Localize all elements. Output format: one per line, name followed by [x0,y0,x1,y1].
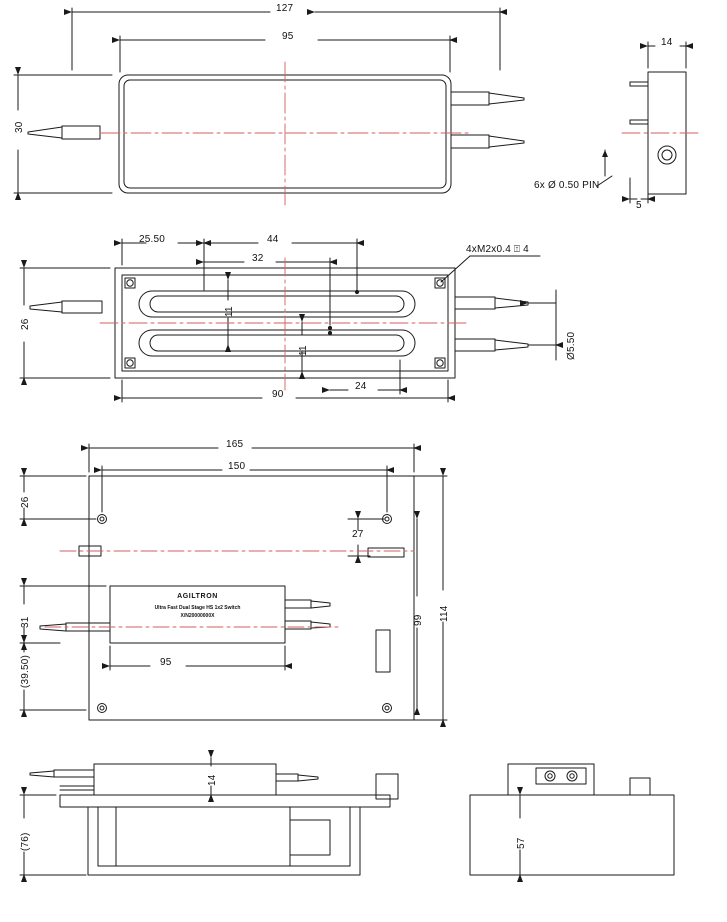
dim-base-device-height: 31 [20,616,31,628]
device-description: Ultra Fast Dual Stage HS 1x2 Switch [154,604,241,611]
dim-front-thickness: 14 [207,774,218,786]
view-right-elevation [470,764,674,875]
device-label [110,593,285,619]
dim-plan-slot-a: 11 [224,306,235,317]
dim-base-total-height: 114 [439,605,450,622]
dim-base-length: 165 [226,439,244,450]
dim-base-inner-length: 150 [228,461,246,472]
dim-plan-inner: 32 [252,253,264,264]
view-baseplate-plan [20,444,447,720]
dim-base-left-offset: 26 [20,496,31,508]
note-thread: 4xM2x0.4 ⍐ 4 [466,244,529,255]
dim-base-bracket: (39.50) [20,654,31,688]
dim-plan-bottom: 90 [272,389,284,400]
dim-top-overall-length: 127 [276,3,294,14]
dim-front-height: (76) [20,832,31,851]
dim-base-right-offset: 27 [352,529,364,540]
dim-plan-slot-b: 11 [298,345,309,356]
view-top [14,8,524,193]
view-right-side [597,42,686,203]
dim-side-offset: 5 [636,200,642,211]
note-fiber-diameter: Ø5.50 [566,331,577,360]
dim-plan-mid: 44 [267,234,279,245]
dim-top-height: 30 [14,121,25,133]
dim-plan-bottom-inner: 24 [355,381,367,392]
dim-base-device-length: 95 [160,657,172,668]
view-internal-plan [20,239,556,402]
dim-top-inner-length: 95 [282,31,294,42]
dim-side-height: 57 [516,837,527,849]
dim-plan-height: 26 [20,318,31,330]
device-brand: AGILTRON [177,593,218,600]
dim-plan-left: 25.50 [139,234,166,245]
dim-side-width: 14 [661,37,673,48]
device-part-number: X/N20000000X [180,613,215,619]
dim-base-inner-height: 99 [413,614,424,626]
note-pin: 6x Ø 0.50 PIN [534,180,600,191]
